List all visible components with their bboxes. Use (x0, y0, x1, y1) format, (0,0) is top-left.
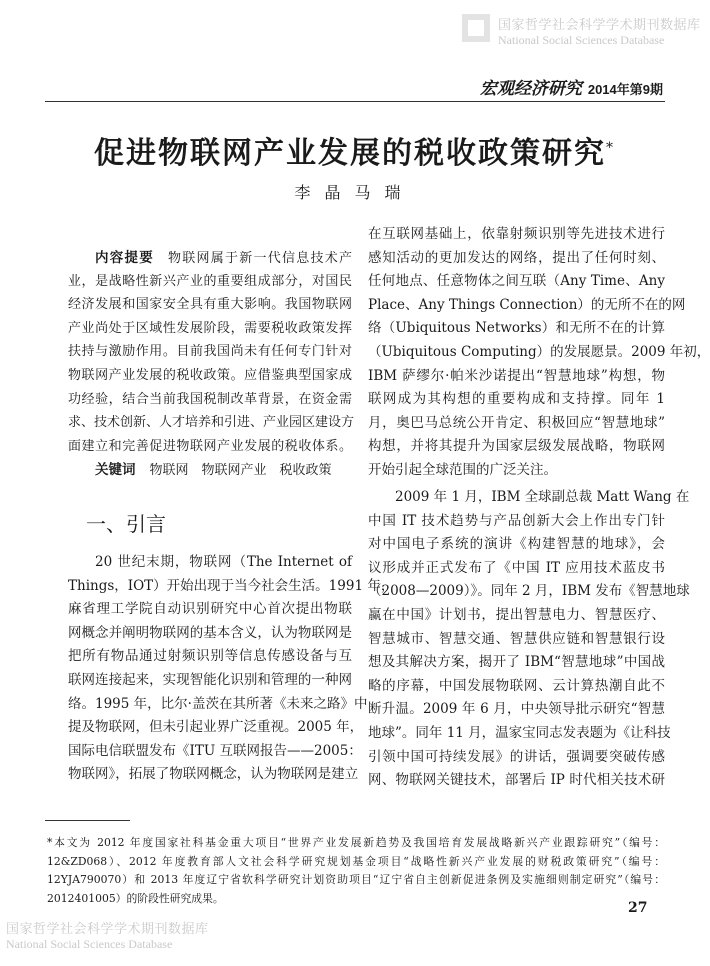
body-line: 感知活动的更加发达的网络，提出了任何时刻、 (368, 249, 665, 266)
abstract-line: 功经验，结合当前我国税制改革背景，在资金需 (68, 391, 352, 407)
body-line: 地球”。同年 11 月，温家宝同志发表题为《让科技 (368, 724, 671, 741)
body-line: 把所有物品通过射频识别等信息传感设备与互 (68, 648, 352, 665)
body-line: 略的序幕，中国发展物联网、云计算热潮自此不 (368, 677, 665, 694)
body-line: Things，IOT）开始出现于当今社会生活。1991 年， (68, 577, 395, 594)
header-rule (45, 101, 665, 102)
abstract-line: 产业尚处于区域性发展阶段，需要税收政策发挥 (68, 320, 352, 336)
body-line: 麻省理工学院自动识别研究中心首次提出物联 (68, 601, 352, 618)
watermark-bottom (0, 918, 209, 952)
abstract-line: 求、技术创新、人才培养和引进、产业园区建设方 (68, 415, 355, 431)
abstract (68, 246, 355, 482)
body-line: 物联网》，拓展了物联网概念，认为物联网是建立 (68, 766, 359, 783)
body-line: 构想，并将其提升为国家层级发展战略，物联网 (368, 438, 665, 455)
body-line: 国际电信联盟发布《ITU 互联网报告——2005： (68, 742, 362, 759)
watermark-en: National Social Sciences Database (6, 937, 173, 951)
abstract-line: 扶持与激励作用。目前我国尚未有任何专门针对 (68, 344, 352, 360)
keywords (68, 458, 352, 482)
title-footnote-mark: * (606, 140, 615, 156)
body-line: 在互联网基础上，依靠射频识别等先进技术进行 (368, 226, 665, 242)
body-line: （2008—2009）》。同年 2 月，IBM 发布《智慧地球 (368, 583, 690, 600)
body-line: 想及其解决方案，揭开了 IBM“智慧地球”中国战 (368, 654, 665, 671)
abstract-first-line (68, 246, 352, 270)
watermark-cn: 国家哲学社会科学学术期刊数据库 (498, 17, 701, 32)
body-line: 赢在中国》计划书，提出智慧电力、智慧医疗、 (368, 606, 665, 623)
footnote-line: 2012401005）的阶段性研究成果。 (47, 891, 224, 905)
abstract-line: 经济发展和国家安全具有重大影响。我国物联网 (68, 297, 352, 313)
body-line: Place、Any Things Connection）的无所不在的网 (368, 296, 686, 313)
title-text: 促进物联网产业发展的税收政策研究 (94, 136, 606, 171)
body-line: 议形成并正式发布了《中国 IT 应用技术蓝皮书 (368, 559, 665, 576)
watermark-cn: 国家哲学社会科学学术期刊数据库 (6, 921, 209, 936)
body-line: IBM 萨缪尔·帕米沙诺提出“智慧地球”构想，物 (368, 367, 665, 384)
page-number: 27 (628, 900, 648, 916)
body-line: 联网连接起来，实现智能化识别和管理的一种网 (68, 671, 352, 688)
body-line: （Ubiquitous Computing）的发展愿景。2009 年初， (368, 343, 710, 360)
journal-issue: 2014年第9期 (587, 82, 663, 97)
body-line: 络（Ubiquitous Networks）和无所不在的计算 (368, 320, 665, 337)
right-paragraph-2 (368, 486, 690, 793)
running-header (480, 74, 663, 99)
abstract-label: 内容提要 (95, 250, 154, 265)
body-line: 20 世纪末期，物联网（The Internet of (95, 554, 352, 570)
footnote-line: 12YJA790070）和 2013 年度辽宁省软科学研究计划资助项目“辽宁省自主创新促进条例及实施细则制定研究”（编号： (47, 873, 665, 886)
abstract-line: 面建立和完善促进物联网产业发展的税收体系。 (68, 438, 352, 454)
body-line: 引领中国可持续发展》的讲话，强调要突破传感 (368, 748, 665, 765)
keywords-text: 物联网 物联网产业 税收政策 (149, 463, 332, 479)
footnote-rule (45, 820, 130, 821)
body-line: 网概念并阐明物联网的基本含义，认为物联网是 (68, 624, 352, 641)
abstract-line: 物联网属于新一代信息技术产 (168, 251, 352, 266)
left-body-paragraph (68, 551, 395, 787)
body-line: 任何地点、任意物体之间互联（Any Time、Any (368, 273, 665, 290)
body-line: 断升温。2009 年 6 月，中央领导批示研究“智慧 (368, 701, 665, 718)
database-logo-icon (462, 14, 490, 42)
body-line: 开始引起全球范围的广泛关注。 (368, 461, 557, 478)
body-line: 2009 年 1 月，IBM 全球副总裁 Matt Wang 在 (395, 489, 690, 505)
body-line: 联网成为其构想的重要构成和支持撑。同年 1 (368, 391, 665, 408)
body-line: 智慧城市、智慧交通、智慧供应链和智慧银行设 (368, 630, 665, 647)
body-line: 对中国电子系统的演讲《构建智慧的地球》，会 (368, 536, 665, 553)
authors: 李晶马瑞 (294, 183, 415, 202)
right-paragraph-1 (368, 223, 710, 483)
footnote-line: *本文为 2012 年度国家社科基金重大项目“世界产业发展新趋势及我国培育发展战略新兴产业跟踪研究”（编号： (47, 836, 665, 849)
body-line: 络。1995 年，比尔·盖茨在其所著《未来之路》中 (68, 695, 368, 712)
keywords-label: 关键词 (95, 462, 136, 478)
footnote-line: 12&ZD068）、2012 年度教育部人文社会科学研究规划基金项目“战略性新兴产业发展的财税政策研究”（编号： (47, 854, 665, 868)
body-line: 网、物联网关键技术，部署后 IP 时代相关技术研 (368, 772, 665, 789)
watermark-en: National Social Sciences Database (498, 33, 665, 47)
footnote (47, 834, 665, 908)
abstract-line: 物联网产业发展的税收政策。应借鉴典型国家成 (68, 367, 352, 383)
body-line: 提及物联网，但未引起业界广泛重视。2005 年， (68, 719, 364, 736)
body-line: 中国 IT 技术趋势与产品创新大会上作出专门针 (368, 512, 665, 529)
paper-title (0, 128, 709, 172)
body-line: 月，奥巴马总统公开肯定、积极回应“智慧地球” (368, 414, 665, 431)
section-heading: 一、引言 (86, 514, 166, 536)
abstract-line: 业，是战略性新兴产业的重要组成部分，对国民 (68, 273, 352, 289)
watermark-top (462, 14, 701, 48)
journal-name: 宏观经济研究 (479, 79, 582, 99)
